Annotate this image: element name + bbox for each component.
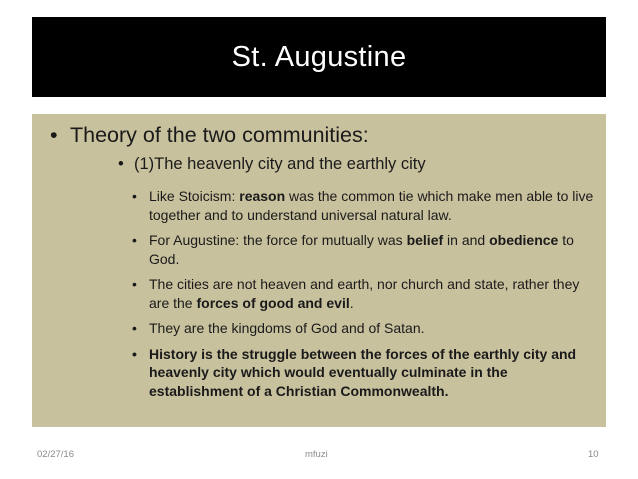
bullet-icon: •	[132, 345, 137, 362]
bullet-icon: •	[132, 232, 137, 248]
content-panel	[32, 114, 606, 427]
bullet-level-1-text: Theory of the two communities:	[70, 123, 369, 147]
footer-date: 02/27/16	[37, 449, 74, 460]
bullet-icon: •	[132, 276, 137, 292]
bullet-level-2	[118, 153, 588, 175]
list-item: • History is the struggle between the forces of the earthly city and heavenly city which would eventually culminate in the establishment of a Christian Commonwealth.	[132, 345, 577, 399]
slide-title: St. Augustine	[231, 40, 407, 73]
emphasis-text: forces of good and evil	[196, 294, 350, 311]
emphasis-text: obedience	[489, 232, 559, 248]
bullet-icon: •	[132, 320, 137, 336]
footer-page-number: 10	[588, 449, 599, 460]
list-item: • Like Stoicism: reason was the common tie which make men able to live together and to understand universal natural law.	[132, 188, 594, 223]
footer-author: mfuzi	[305, 449, 328, 460]
bullet-level-1	[50, 122, 595, 148]
list-item: • The cities are not heaven and earth, nor church and state, rather they are the forces of good and evil.	[132, 276, 580, 311]
bullet-icon: •	[132, 188, 137, 204]
bullet-icon: •	[50, 123, 58, 147]
list-item: • They are the kingdoms of God and of Satan.	[132, 320, 425, 336]
emphasis-text: belief	[406, 232, 444, 248]
title-bar	[32, 17, 606, 97]
bullet-icon: •	[118, 155, 124, 173]
bullet-level-2-text: (1)The heavenly city and the earthly city	[134, 155, 426, 173]
list-item: • For Augustine: the force for mutually was belief in and obedience to God.	[132, 232, 574, 267]
bullet-level-3-list	[132, 187, 600, 407]
emphasis-text: reason	[239, 188, 286, 204]
